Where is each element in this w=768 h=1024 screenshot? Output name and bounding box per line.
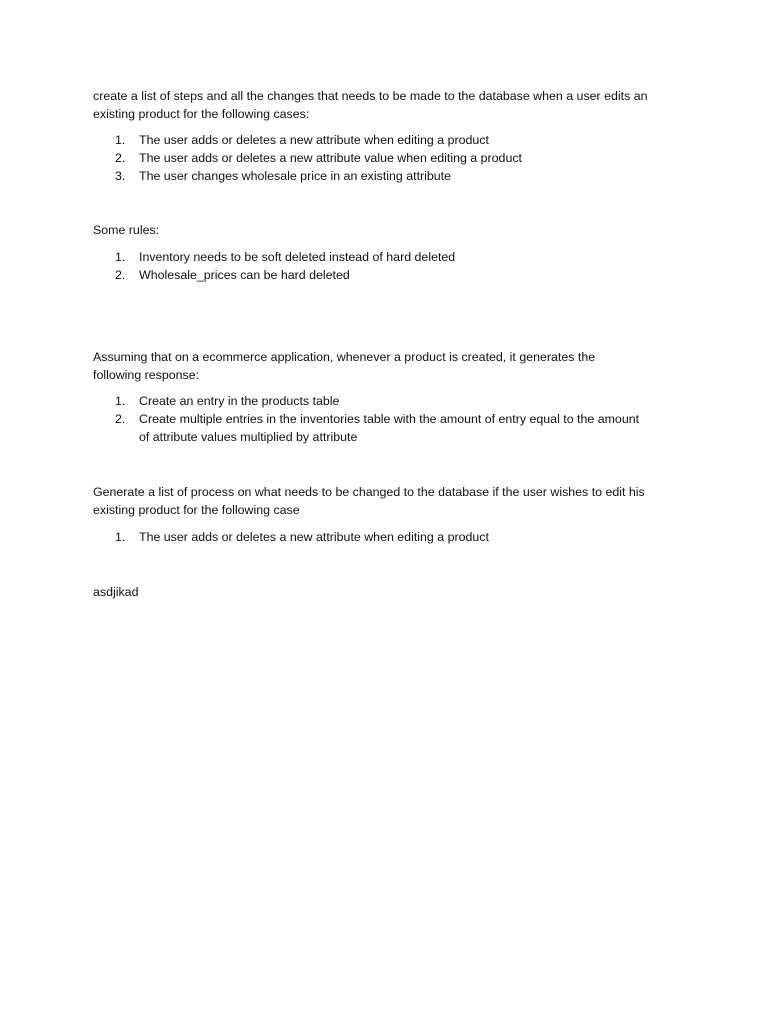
- list-item: [93, 131, 653, 149]
- list-item-text: Create an entry in the products table: [139, 394, 340, 408]
- list-item: [93, 248, 653, 266]
- list-number: 1.: [115, 250, 126, 264]
- generate-paragraph: Generate a list of process on what needs to be changed to the database if the user wishes to edit his existing product for the following case: [93, 485, 645, 517]
- list-item: [93, 392, 641, 410]
- list-item-text: Wholesale_prices can be hard deleted: [139, 268, 350, 282]
- list-number: 1.: [115, 530, 126, 544]
- list-number: 2.: [115, 268, 126, 282]
- list-item-text: The user adds or deletes a new attribute value when editing a product: [139, 151, 522, 165]
- list-number: 1.: [115, 133, 126, 147]
- list-item-text: Create multiple entries in the inventories table with the amount of entry equal to the amount of attribute values multiplied by attribute: [139, 412, 640, 444]
- responses-list: [93, 392, 641, 446]
- list-item-text: The user changes wholesale price in an existing attribute: [139, 169, 452, 183]
- list-item-text: The user adds or deletes a new attribute when editing a product: [139, 530, 489, 544]
- intro-paragraph: create a list of steps and all the changes that needs to be made to the database when a user edits an existing product for the following cases:: [93, 89, 648, 121]
- list-item: [93, 149, 653, 167]
- footer-text: asdjikad: [93, 585, 139, 599]
- list-item-text: The user adds or deletes a new attribute when editing a product: [139, 133, 489, 147]
- list-number: 2.: [115, 412, 126, 426]
- final-cases-list: [93, 528, 653, 546]
- assumption-paragraph: Assuming that on a ecommerce application, whenever a product is created, it generates the following response:: [93, 350, 596, 382]
- list-number: 3.: [115, 169, 126, 183]
- list-number: 1.: [115, 394, 126, 408]
- rules-list: [93, 248, 653, 284]
- rules-heading: Some rules:: [93, 223, 160, 237]
- list-item: [93, 528, 653, 546]
- list-item: [93, 167, 653, 185]
- cases-list: [93, 131, 653, 185]
- list-number: 2.: [115, 151, 126, 165]
- list-item: [93, 410, 641, 446]
- list-item: [93, 266, 653, 284]
- list-item-text: Inventory needs to be soft deleted instead of hard deleted: [139, 250, 456, 264]
